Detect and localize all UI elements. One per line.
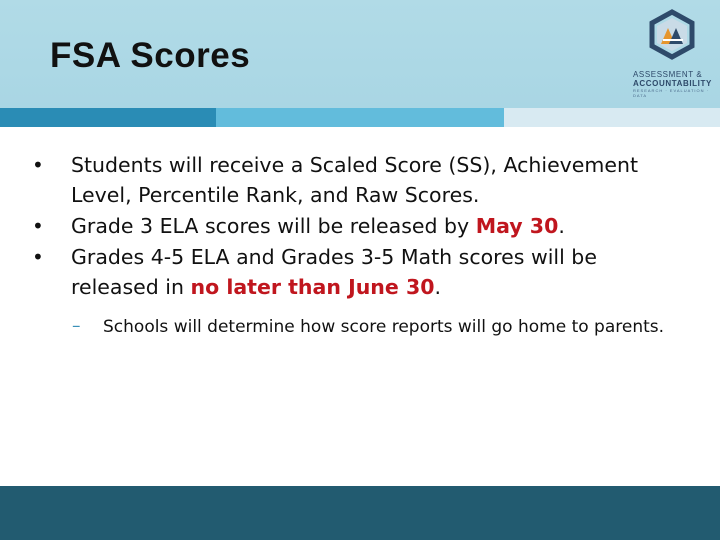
highlight-date: May 30 — [475, 214, 559, 238]
bullet-text: Grades 4-5 ELA and Grades 3-5 Math scores will be released in — [71, 245, 597, 299]
bullet-text: Students will receive a Scaled Score (SS), Achievement Level, Percentile Rank, and Raw Scores. — [71, 153, 639, 207]
bullet-dot-icon: • — [32, 153, 44, 177]
accent-stripe-mid — [216, 108, 504, 127]
bullet-text-end: . — [434, 275, 441, 299]
logo-text — [633, 70, 719, 98]
slide-footer — [0, 486, 720, 540]
logo-line-2: ACCOUNTABILITY — [633, 79, 712, 88]
accent-stripe-dark — [0, 108, 216, 127]
bullet-dot-icon: • — [32, 214, 44, 238]
logo-line-3: RESEARCH · EVALUATION · DATA — [633, 88, 709, 98]
slide-header — [0, 0, 720, 108]
bullet-item — [28, 150, 688, 210]
bullet-dot-icon: • — [32, 245, 44, 269]
accent-stripe-light — [504, 108, 720, 127]
slide-body — [28, 150, 688, 340]
bullet-item — [28, 211, 688, 241]
dash-icon: – — [72, 316, 81, 336]
highlight-date: no later than June 30 — [190, 275, 435, 299]
sub-bullet-text: Schools will determine how score reports will go home to parents. — [103, 317, 665, 337]
bullet-text: Grade 3 ELA scores will be released by — [71, 214, 476, 238]
slide-title: FSA Scores — [50, 36, 251, 75]
sub-bullet-item — [28, 314, 688, 340]
logo-line-1: ASSESSMENT & — [633, 70, 703, 79]
bullet-text-end: . — [558, 214, 565, 238]
bullet-item — [28, 242, 688, 302]
